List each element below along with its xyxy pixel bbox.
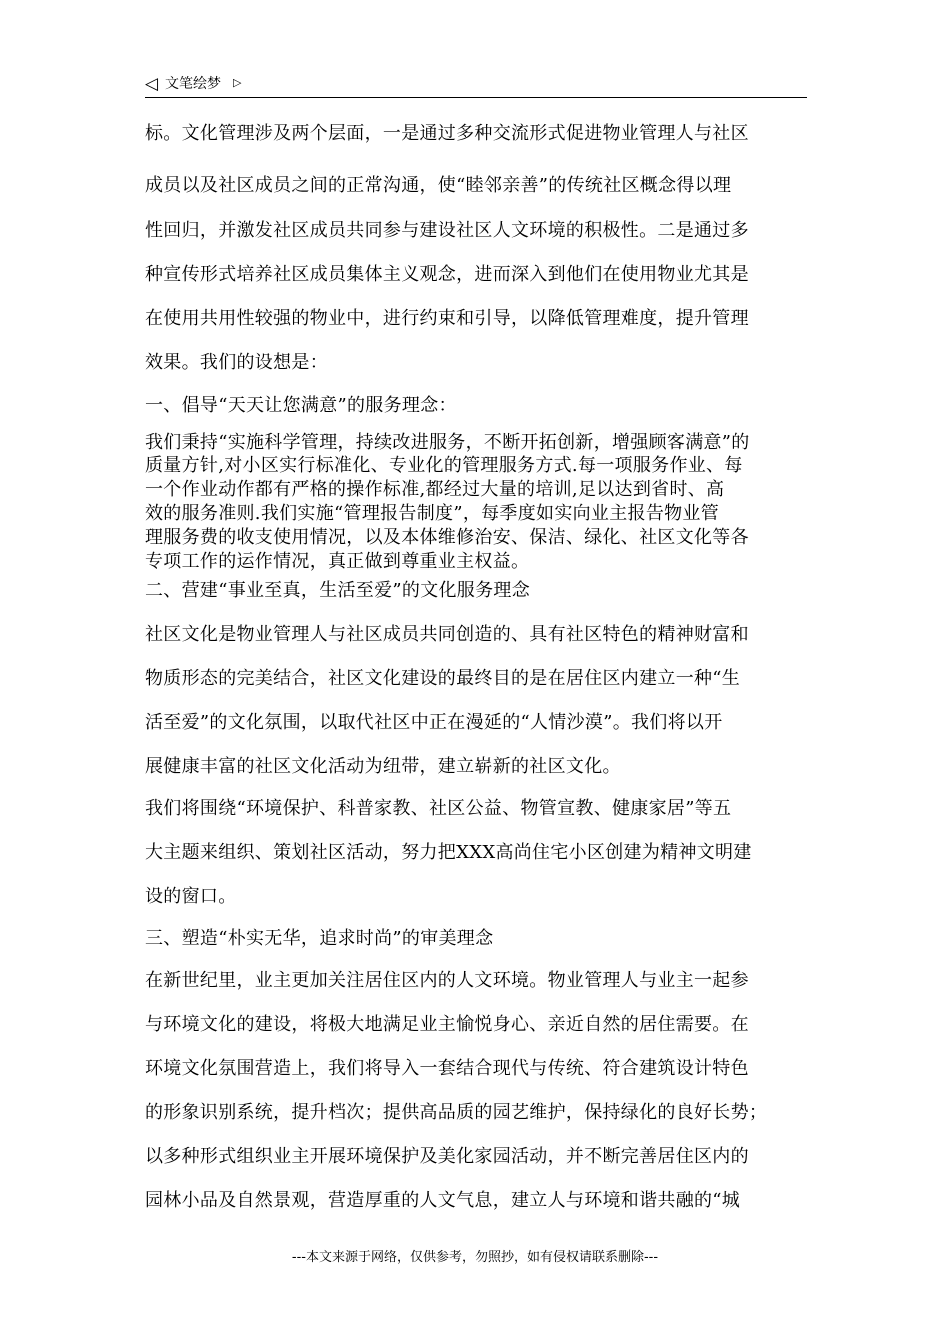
text-line: 效的服务准则.我们实施“管理报告制度”，每季度如实向业主报告物业管 (145, 503, 720, 524)
text-line: 效果。我们的设想是： (145, 352, 328, 373)
text-line: 我们将围绕“环境保护、科普家教、社区公益、物管宣教、健康家居”等五 (145, 798, 732, 819)
text-line: 一个作业动作都有严格的操作标准,都经过大量的培训,足以达到省时、高 (145, 479, 725, 500)
text-line: 以多种形式组织业主开展环境保护及美化家园活动，并不断完善居住区内的 (145, 1146, 749, 1167)
text-line: 社区文化是物业管理人与社区成员共同创造的、具有社区特色的精神财富和 (145, 624, 749, 645)
text-line: 物质形态的完美结合，社区文化建设的最终目的是在居住区内建立一种“生 (145, 668, 741, 689)
text-line: 我们秉持“实施科学管理，持续改进服务，不断开拓创新，增强顾客满意”的 (145, 432, 750, 453)
text-line: 在新世纪里，业主更加关注居住区内的人文环境。物业管理人与业主一起参 (145, 970, 749, 991)
left-triangle-icon: ◁ (145, 74, 159, 94)
text-line: 种宣传形式培养社区成员集体主义观念，进而深入到他们在使用物业尤其是 (145, 264, 749, 285)
text-line: 在使用共用性较强的物业中，进行约束和引导，以降低管理难度，提升管理 (145, 308, 749, 329)
section-heading: 二、营建“事业至真，生活至爱”的文化服务理念 (145, 580, 531, 601)
right-triangle-icon: ▷ (233, 76, 242, 89)
section-heading: 一、倡导“天天让您满意”的服务理念： (145, 395, 457, 416)
page-header (145, 74, 807, 98)
text-line: 展健康丰富的社区文化活动为纽带，建立崭新的社区文化。 (145, 756, 621, 777)
header-title: 文笔绘梦 (165, 76, 221, 92)
text-line: 园林小品及自然景观，营造厚重的人文气息，建立人与环境和谐共融的“城 (145, 1190, 741, 1211)
text-line: 性回归，并激发社区成员共同参与建设社区人文环境的积极性。二是通过多 (145, 220, 749, 241)
text-line: 与环境文化的建设，将极大地满足业主愉悦身心、亲近自然的居住需要。在 (145, 1014, 749, 1035)
text-line: 的形象识别系统，提升档次；提供高品质的园艺维护，保持绿化的良好长势； (145, 1102, 768, 1123)
page-footer-disclaimer: ---本文来源于网络，仅供参考，勿照抄，如有侵权请联系删除--- (291, 1250, 659, 1265)
section-heading: 三、塑造“朴实无华，追求时尚”的审美理念 (145, 928, 494, 949)
text-line: 质量方针,对小区实行标准化、专业化的管理服务方式.每一项服务作业、每 (145, 455, 743, 476)
text-line: 设的窗口。 (145, 886, 237, 907)
text-line: 大主题来组织、策划社区活动，努力把XXX高尚住宅小区创建为精神文明建 (145, 842, 752, 863)
text-line: 标。文化管理涉及两个层面，一是通过多种交流形式促进物业管理人与社区 (145, 123, 749, 144)
text-line: 成员以及社区成员之间的正常沟通，使“睦邻亲善”的传统社区概念得以理 (145, 175, 732, 196)
text-line: 活至爱”的文化氛围，以取代社区中正在漫延的“人情沙漠”。我们将以开 (145, 712, 723, 733)
text-line: 环境文化氛围营造上，我们将导入一套结合现代与传统、符合建筑设计特色 (145, 1058, 749, 1079)
header-divider (145, 97, 807, 98)
text-line: 专项工作的运作情况，真正做到尊重业主权益。 (145, 551, 530, 572)
text-line: 理服务费的收支使用情况，以及本体维修治安、保洁、绿化、社区文化等各 (145, 527, 749, 548)
